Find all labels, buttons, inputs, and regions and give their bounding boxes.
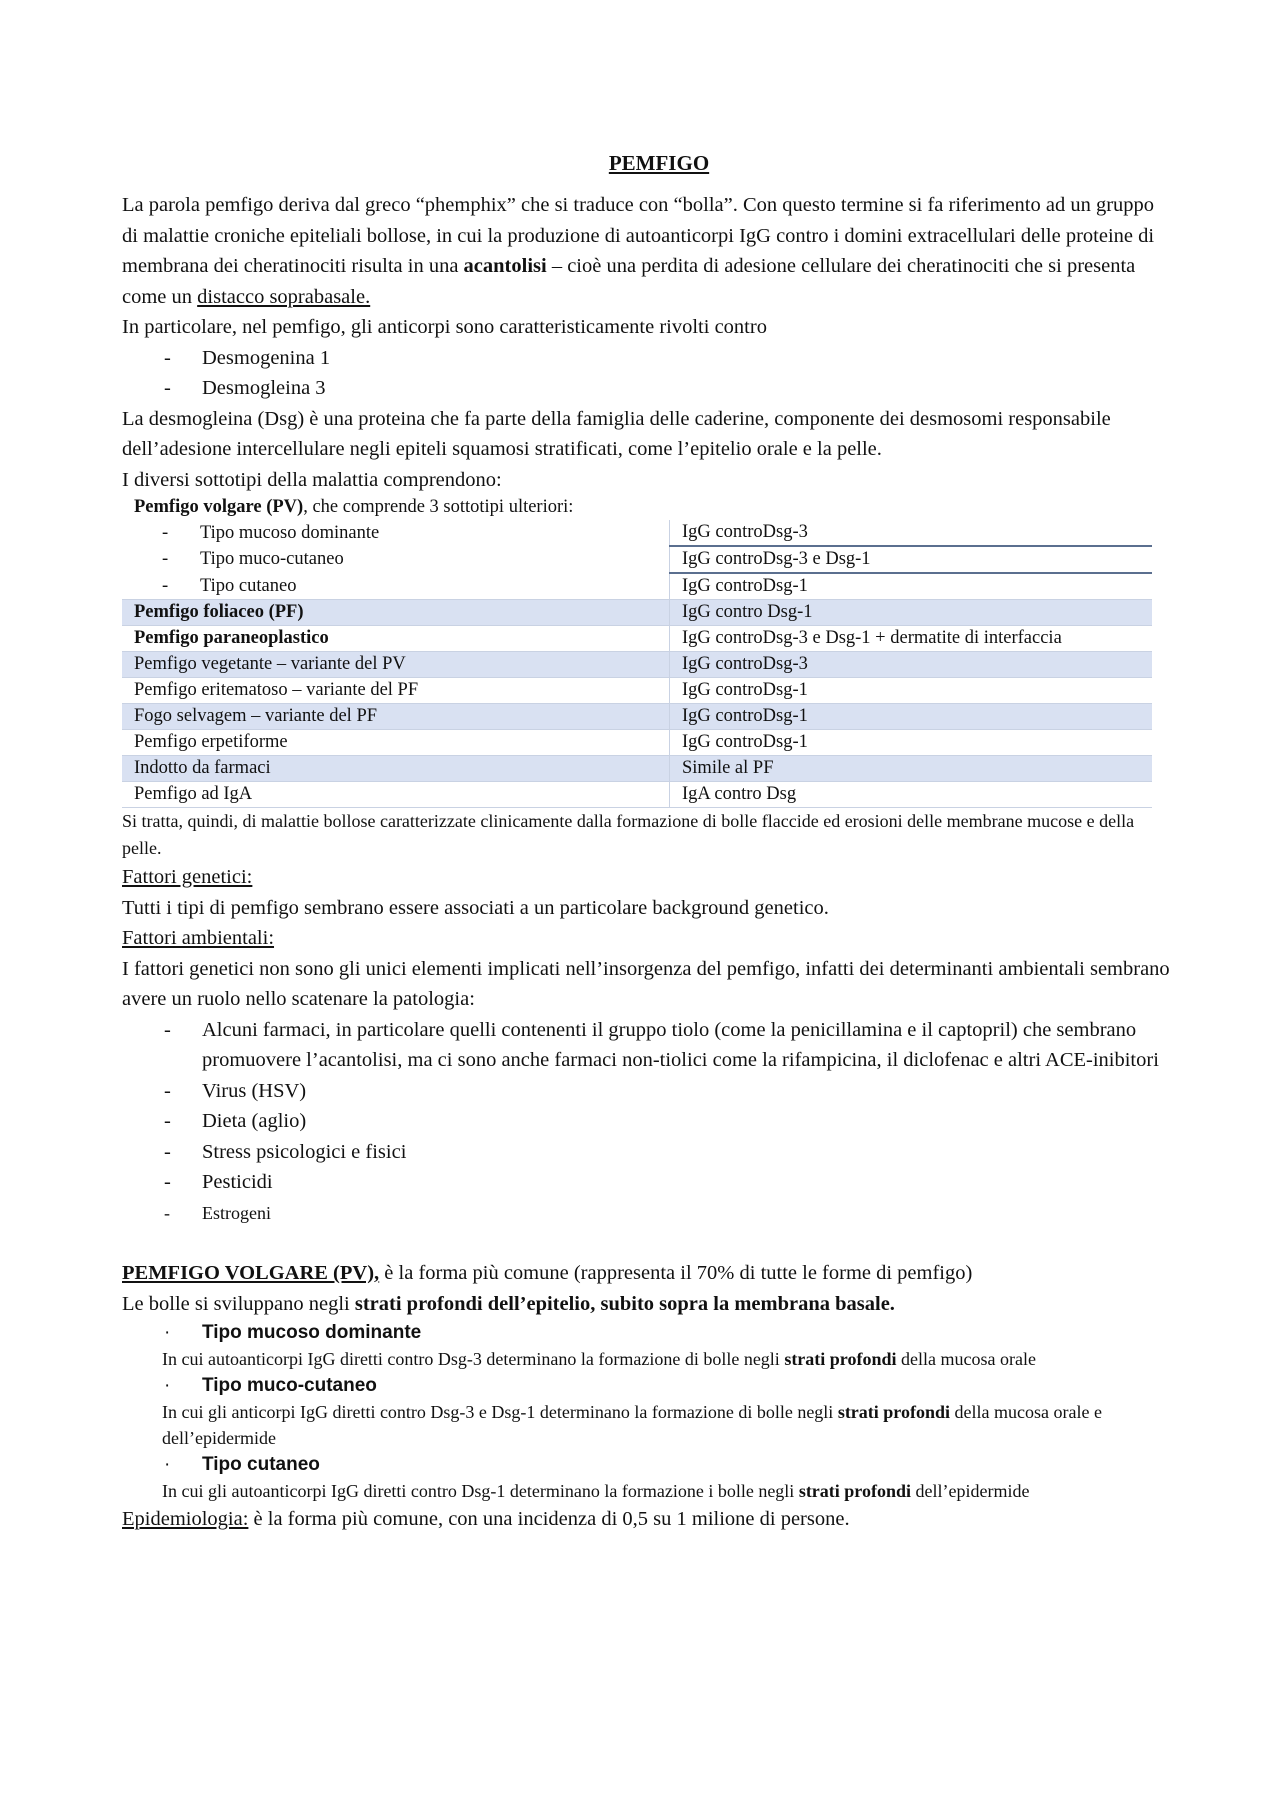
epidemiology-line	[122, 1504, 1172, 1535]
table-cell-value: IgG controDsg-1	[670, 704, 1153, 730]
table-row	[122, 756, 1152, 782]
table-cell-name: - Tipo cutaneo	[122, 573, 670, 600]
list-item: - Alcuni farmaci, in particolare quelli contenenti il gruppo tiolo (come la penicillamina e il captopril) che sembrano promuovere l’acantolisi, ma ci sono anche farmaci non-tiolici come la rifampicina, il diclofenac e altri ACE-inibitori	[122, 1015, 1172, 1076]
table-cell-value: IgG controDsg-3 e Dsg-1	[670, 546, 1153, 573]
epidemiology-text: è la forma più comune, con una incidenza di 0,5 su 1 milione di persone.	[248, 1508, 850, 1530]
table-cell-value: IgG controDsg-1	[670, 678, 1153, 704]
table-row	[122, 678, 1152, 704]
table-cell-name: Fogo selvagem – variante del PF	[122, 704, 670, 730]
table-cell-name: Pemfigo paraneoplastico	[122, 626, 670, 652]
pv-subtype-title: · Tipo mucoso dominante	[122, 1319, 1172, 1346]
pv-subtype-block	[122, 1372, 1172, 1451]
page-title: PEMFIGO	[608, 151, 710, 175]
table-cell-value: IgG controDsg-1	[670, 573, 1153, 600]
pv-section-title	[122, 1258, 1172, 1289]
table-row	[122, 520, 1152, 546]
intro-text-2: – cioè una perdita di adesione cellulare dei cheratinociti che si presenta come un	[122, 255, 1136, 308]
environmental-factors-list	[122, 1015, 1172, 1229]
table-cell-name: - Tipo mucoso dominante	[162, 522, 380, 543]
pv-subtype-desc: In cui autoanticorpi IgG diretti contro Dsg-3 determinano la formazione di bolle negli strati profondi della mucosa orale	[162, 1349, 1036, 1369]
desmoglein-paragraph: La desmogleina (Dsg) è una proteina che fa parte della famiglia delle caderine, componente dei desmosomi responsabile dell’adesione intercellulare negli epiteli squamosi stratificati, come l’epitelio orale e la pelle.	[122, 407, 1111, 460]
distacco-term: distacco soprabasale.	[197, 285, 371, 308]
pv-label: Pemfigo volgare (PV)	[134, 497, 304, 517]
genetic-factors-text: Tutti i tipi di pemfigo sembrano essere associati a un particolare background genetico.	[122, 896, 829, 919]
epidemiology-heading: Epidemiologia:	[122, 1508, 249, 1530]
bullet-icon: ·	[164, 1375, 171, 1396]
table-cell-value: IgG controDsg-1	[670, 730, 1153, 756]
pv-subtype-desc: In cui gli anticorpi IgG diretti contro Dsg-3 e Dsg-1 determinano la formazione di bolle negli strati profondi della mucosa orale e dell’epidermide	[162, 1402, 1102, 1448]
table-cell-name: Pemfigo erpetiforme	[122, 730, 670, 756]
genetic-factors-heading: Fattori genetici:	[122, 866, 253, 888]
table-row	[122, 626, 1152, 652]
table-cell-value: IgA contro Dsg	[670, 782, 1153, 808]
antibody-target-list	[122, 343, 1172, 404]
intro-paragraph	[122, 190, 1172, 312]
pv-line-bold: strati profondi dell’epitelio, subito sopra la membrana basale.	[354, 1292, 895, 1315]
table-cell-name: Indotto da farmaci	[122, 756, 670, 782]
pv-caption-rest: , che comprende 3 sottotipi ulteriori:	[303, 497, 574, 517]
pv-section-title-rest: è la forma più comune (rappresenta il 70% di tutte le forme di pemfigo)	[379, 1262, 973, 1284]
table-row	[122, 730, 1152, 756]
table-cell-value: Simile al PF	[670, 756, 1153, 782]
table-cell-value: IgG controDsg-3	[670, 652, 1153, 678]
table-row	[122, 600, 1152, 626]
table-cell-name: Pemfigo eritematoso – variante del PF	[122, 678, 670, 704]
pv-subtype-title: · Tipo muco-cutaneo	[122, 1372, 1172, 1399]
document-body	[122, 150, 1172, 1535]
table-cell-name: Pemfigo foliaceo (PF)	[122, 600, 670, 626]
bullet-icon: ·	[164, 1454, 171, 1475]
pv-subtype-block	[122, 1451, 1172, 1504]
pv-subtype-desc: In cui gli autoanticorpi IgG diretti contro Dsg-1 determinano la formazione i bolle negli strati profondi dell’epidermide	[162, 1481, 1030, 1501]
table-cell-value: IgG controDsg-3	[670, 520, 1153, 546]
list-item: - Desmogenina 1	[122, 343, 1172, 374]
intro-text: La parola pemfigo deriva dal greco “phemphix” che si traduce con “bolla”. Con questo termine si fa riferimento ad un gruppo di malattie croniche epiteliali bollose, in cui la produzione di autoanticorpi IgG contro i domini extracellulari delle proteine di membrana dei cheratinociti risulta in una	[122, 194, 1155, 277]
table-row	[122, 573, 1152, 600]
pv-subtype-block	[122, 1319, 1172, 1372]
table-row	[122, 782, 1152, 808]
list-item: - Estrogeni	[122, 1198, 1172, 1229]
pv-section-heading: PEMFIGO VOLGARE (PV),	[122, 1262, 380, 1284]
table-cell-name: Pemfigo ad IgA	[122, 782, 670, 808]
list-item: - Pesticidi	[122, 1167, 1172, 1198]
table-cell-value: IgG contro Dsg-1	[670, 600, 1153, 626]
acantolisi-term: acantolisi	[463, 255, 547, 277]
pv-section-line	[122, 1289, 1172, 1320]
pv-subtype-title: · Tipo cutaneo	[122, 1451, 1172, 1478]
table-row	[122, 652, 1152, 678]
pv-table-caption	[122, 495, 1172, 520]
environmental-factors-heading: Fattori ambientali:	[122, 927, 275, 949]
list-item: - Dieta (aglio)	[122, 1106, 1172, 1137]
bullet-icon: ·	[164, 1322, 171, 1343]
table-row	[122, 704, 1152, 730]
subtypes-intro: I diversi sottotipi della malattia comprendono:	[122, 468, 502, 491]
table-cell-name: - Tipo muco-cutaneo	[162, 549, 344, 569]
table-row	[122, 546, 1152, 573]
list-item: - Stress psicologici e fisici	[122, 1137, 1172, 1168]
environmental-factors-text: I fattori genetici non sono gli unici elementi implicati nell’insorgenza del pemfigo, infatti dei determinanti ambientali sembrano avere un ruolo nello scatenare la patologia:	[122, 957, 1170, 1010]
list-item: - Virus (HSV)	[122, 1076, 1172, 1107]
table-cell-value: IgG controDsg-3 e Dsg-1 + dermatite di interfaccia	[670, 626, 1153, 652]
after-table-text: Si tratta, quindi, di malattie bollose caratterizzate clinicamente dalla formazione di bolle flaccide ed erosioni delle membrane mucose e della pelle.	[122, 811, 1135, 858]
list-item: - Desmogleina 3	[122, 373, 1172, 404]
pv-line-text: Le bolle si sviluppano negli	[122, 1292, 355, 1315]
subtypes-table	[122, 520, 1152, 808]
antibody-targets-intro: In particolare, nel pemfigo, gli anticorpi sono caratteristicamente rivolti contro	[122, 316, 767, 338]
table-cell-name: Pemfigo vegetante – variante del PV	[122, 652, 670, 678]
